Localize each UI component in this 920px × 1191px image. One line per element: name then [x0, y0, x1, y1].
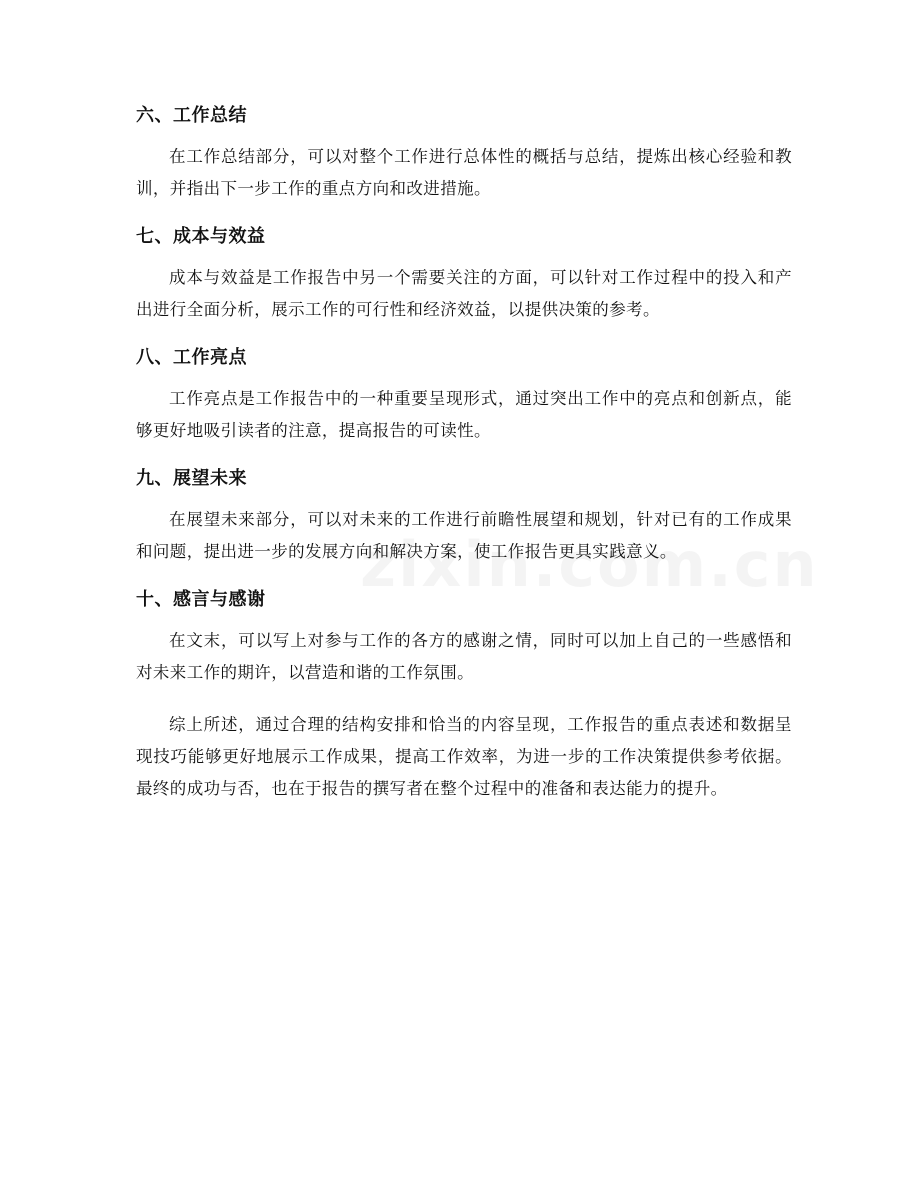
- section-highlights: [136, 346, 792, 447]
- section-outlook: [136, 467, 792, 568]
- section-paragraph: 工作亮点是工作报告中的一种重要呈现形式，通过突出工作中的亮点和创新点，能够更好地吸引读者的注意，提高报告的可读性。: [136, 389, 792, 440]
- section-cost-benefit: [136, 225, 792, 326]
- section-acknowledgements: [136, 588, 792, 689]
- section-title: 七、成本与效益: [136, 226, 266, 247]
- section-title: 六、工作总结: [136, 105, 247, 126]
- closing-paragraph: 综上所述，通过合理的结构安排和恰当的内容呈现，工作报告的重点表述和数据呈现技巧能够更好地展示工作成果，提高工作效率，为进一步的工作决策提供参考依据。最终的成功与否，也在于报告的撰写者在整个过程中的准备和表达能力的提升。: [136, 715, 792, 798]
- section-title: 十、感言与感谢: [136, 589, 266, 610]
- section-paragraph: 在工作总结部分，可以对整个工作进行总体性的概括与总结，提炼出核心经验和教训，并指出下一步工作的重点方向和改进措施。: [136, 147, 792, 198]
- section-title: 八、工作亮点: [136, 347, 247, 368]
- section-paragraph: 成本与效益是工作报告中另一个需要关注的方面，可以针对工作过程中的投入和产出进行全面分析，展示工作的可行性和经济效益，以提供决策的参考。: [136, 268, 792, 319]
- section-work-summary: [136, 104, 792, 205]
- section-title: 九、展望未来: [136, 468, 247, 489]
- section-paragraph: 在文末，可以写上对参与工作的各方的感谢之情，同时可以加上自己的一些感悟和对未来工作的期许，以营造和谐的工作氛围。: [136, 631, 792, 682]
- document-content: [136, 104, 792, 805]
- section-paragraph: 在展望未来部分，可以对未来的工作进行前瞻性展望和规划，针对已有的工作成果和问题，提出进一步的发展方向和解决方案，使工作报告更具实践意义。: [136, 510, 792, 561]
